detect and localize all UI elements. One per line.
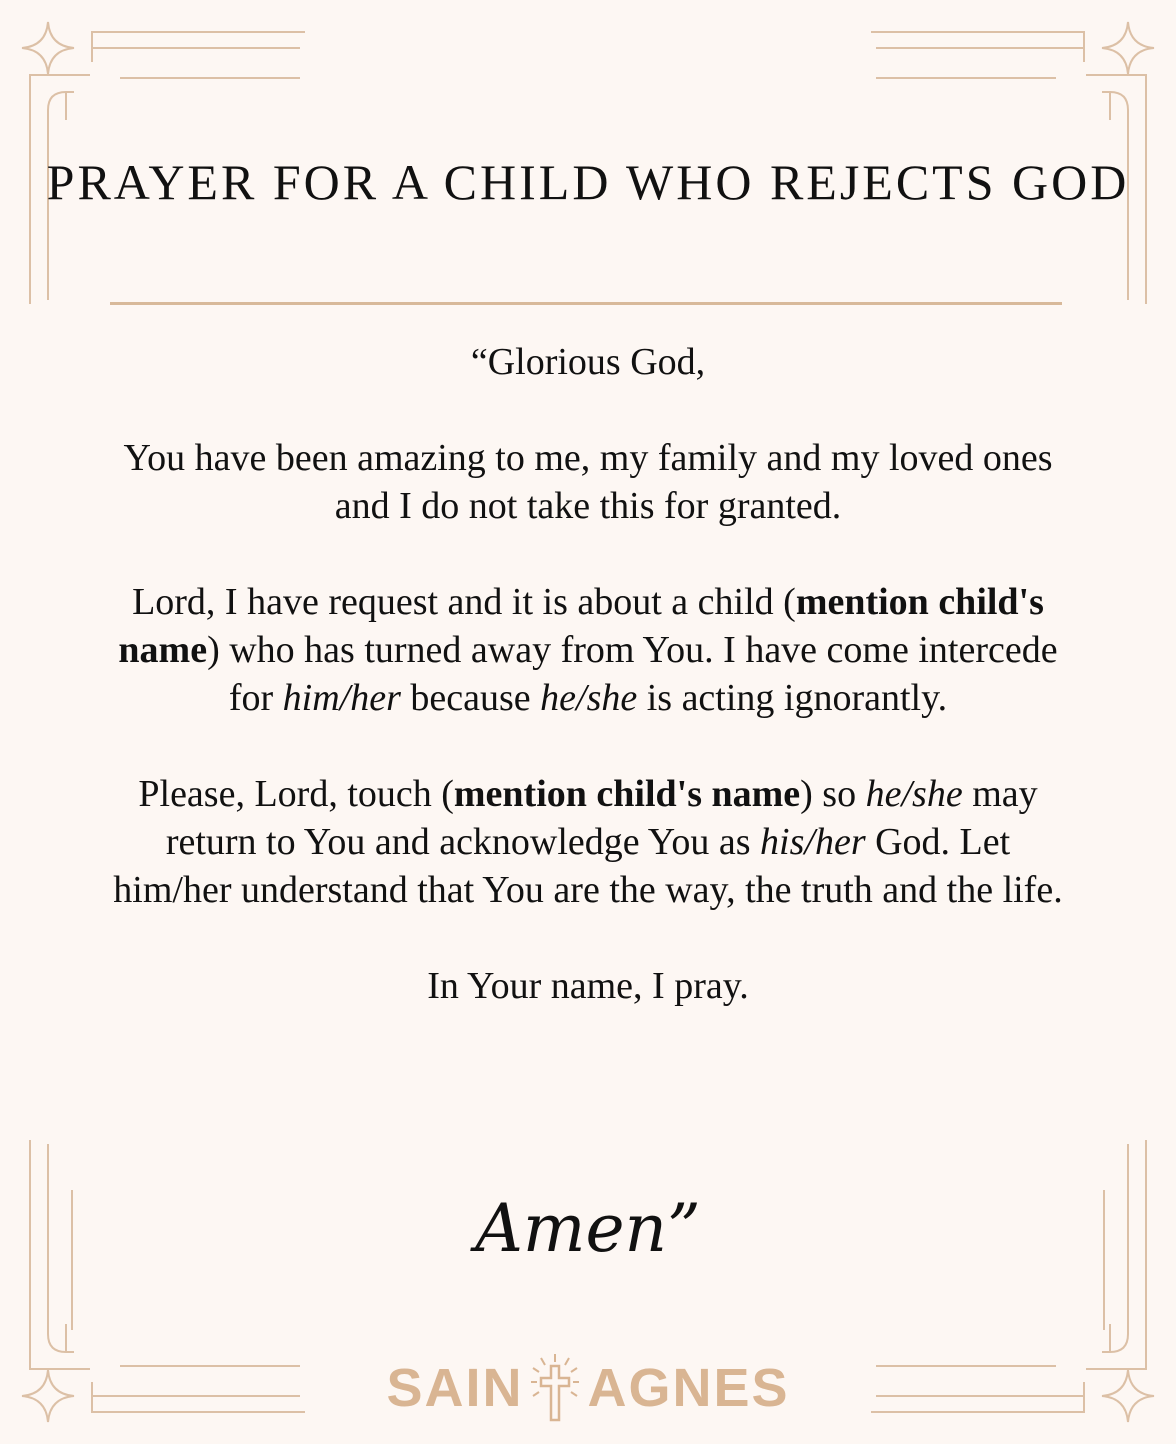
paragraph-3: Please, Lord, touch (mention child's name) so he/she may return to You and acknowledge You as his/her God. Let him/her understand that You are the way, the truth and the life. bbox=[113, 773, 1063, 911]
logo-text-left: SAIN bbox=[386, 1358, 524, 1418]
star-icon bbox=[1102, 22, 1154, 74]
greeting: “Glorious God, bbox=[470, 341, 706, 383]
paragraph-1: You have been amazing to me, my family and my loved ones and I do not take this for granted. bbox=[123, 437, 1053, 527]
cross-with-rays-icon bbox=[527, 1352, 583, 1424]
page-title: PRAYER FOR A CHILD WHO REJECTS GOD bbox=[46, 154, 1130, 210]
child-name-placeholder: mention child's name bbox=[453, 773, 801, 815]
closing-line: In Your name, I pray. bbox=[427, 965, 749, 1007]
logo-text-right: AGNES bbox=[587, 1358, 790, 1418]
paragraph-2: Lord, I have request and it is about a child (mention child's name) who has turned away from You. I have come intercede for him/her because he/she is acting ignorantly. bbox=[118, 581, 1058, 719]
saint-agnes-logo bbox=[0, 1352, 1176, 1424]
prayer-body bbox=[110, 338, 1066, 1058]
child-name-placeholder: mention child's name bbox=[118, 581, 1044, 671]
star-icon bbox=[22, 22, 74, 74]
amen-signature: Amen” bbox=[475, 1190, 701, 1267]
title-divider bbox=[110, 302, 1062, 305]
